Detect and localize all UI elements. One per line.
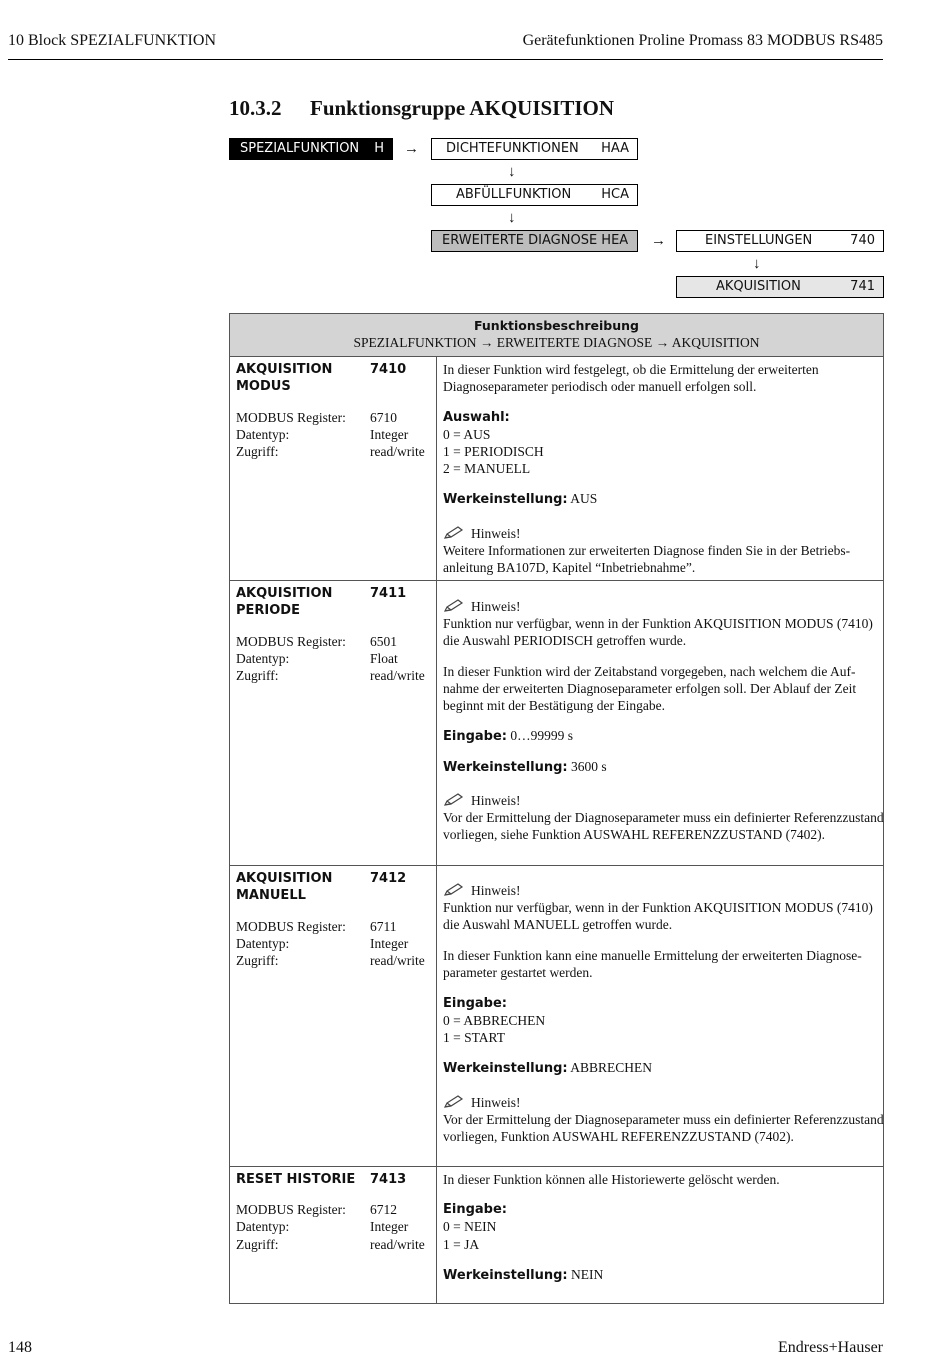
nav-label: ERWEITERTE DIAGNOSE HEA: [442, 233, 629, 248]
running-header-left: 10 Block SPEZIALFUNKTION: [8, 32, 216, 49]
note-label: Hinweis!: [471, 526, 521, 541]
function-name: RESET HISTORIE: [236, 1172, 356, 1187]
meta-value: Integer: [370, 1219, 409, 1234]
arrow-down-icon: ↓: [753, 256, 761, 272]
note-line: Weitere Informationen zur erweiterten Diagnose finden Sie in der Betriebs-: [443, 543, 851, 558]
meta-label: Datentyp:: [236, 1219, 290, 1234]
nav-box-einstellungen: [676, 230, 884, 252]
default-value: NEIN: [571, 1267, 604, 1282]
function-code: 7412: [370, 871, 407, 886]
meta-label: Zugriff:: [236, 1237, 279, 1252]
default-label: Werkeinstellung:: [443, 1061, 568, 1076]
function-name: AKQUISITION: [236, 586, 333, 601]
meta-value: Float: [370, 651, 398, 666]
note-heading: [443, 1094, 521, 1111]
meta-value: read/write: [370, 1237, 425, 1252]
meta-label: MODBUS Register:: [236, 1202, 346, 1217]
default-label: Werkeinstellung:: [443, 760, 568, 775]
pencil-note-icon: [443, 599, 465, 613]
nav-code: HCA: [601, 187, 629, 202]
note-label: Hinweis!: [471, 793, 521, 808]
meta-value: Integer: [370, 936, 409, 951]
description-line: In dieser Funktion kann eine manuelle Ermittelung der erweiterten Diagnose-: [443, 948, 862, 963]
option: 1 = PERIODISCH: [443, 444, 544, 459]
meta-label: MODBUS Register:: [236, 919, 346, 934]
option: 0 = NEIN: [443, 1219, 497, 1234]
nav-label: DICHTEFUNKTIONEN: [446, 141, 579, 156]
default-setting: [443, 1059, 652, 1077]
meta-value: read/write: [370, 444, 425, 459]
note-line: Funktion nur verfügbar, wenn in der Funktion AKQUISITION MODUS (7410): [443, 616, 873, 631]
option: 0 = AUS: [443, 427, 491, 442]
meta-label: Datentyp:: [236, 427, 290, 442]
meta-label: Zugriff:: [236, 668, 279, 683]
nav-code: H: [374, 141, 384, 156]
option: 1 = START: [443, 1030, 505, 1045]
function-name: PERIODE: [236, 603, 300, 618]
note-line: vorliegen, siehe Funktion AUSWAHL REFERENZZUSTAND (7402).: [443, 827, 826, 842]
nav-code: 741: [850, 279, 875, 294]
default-value: AUS: [570, 491, 598, 506]
note-heading: [443, 792, 521, 809]
description-line: nahme der erweiterten Diagnoseparameter erfolgen soll. Der Ablauf der Zeit: [443, 681, 857, 696]
column-divider: [436, 356, 437, 1303]
nav-box-erweiterte-diagnose: [431, 230, 638, 252]
note-label: Hinweis!: [471, 1095, 521, 1110]
description-line: parameter gestartet werden.: [443, 965, 593, 980]
meta-value: 6501: [370, 634, 397, 649]
note-line: vorliegen, Funktion AUSWAHL REFERENZZUSTAND (7402).: [443, 1129, 794, 1144]
meta-label: Datentyp:: [236, 651, 290, 666]
default-value: 3600 s: [571, 759, 607, 774]
meta-value: read/write: [370, 953, 425, 968]
header-rule: [8, 59, 883, 60]
table-title: Funktionsbeschreibung: [473, 318, 639, 333]
description-line: Diagnoseparameter periodisch oder manuell erfolgen soll.: [443, 379, 757, 394]
function-name: MANUELL: [236, 888, 306, 903]
note-line: Vor der Ermittelung der Diagnoseparameter muss ein definierter Referenzzustand: [443, 810, 884, 825]
meta-label: Datentyp:: [236, 936, 290, 951]
pencil-note-icon: [443, 793, 465, 807]
function-name: MODUS: [236, 379, 291, 394]
row-separator: [230, 580, 883, 581]
nav-label: ABFÜLLFUNKTION: [456, 187, 572, 202]
brand-name: Endress+Hauser: [778, 1339, 883, 1356]
meta-value: read/write: [370, 668, 425, 683]
default-setting: [443, 758, 607, 776]
function-code: 7411: [370, 586, 407, 601]
arrow-down-icon: ↓: [508, 164, 516, 180]
note-line: anleitung BA107D, Kapitel “Inbetriebnahme”.: [443, 560, 696, 575]
note-label: Hinweis!: [471, 883, 521, 898]
running-header-right: Gerätefunktionen Proline Promass 83 MODBUS RS485: [522, 32, 883, 49]
nav-box-akquisition: [676, 276, 884, 298]
meta-label: MODBUS Register:: [236, 634, 346, 649]
function-table: [229, 313, 884, 1304]
default-setting: [443, 490, 597, 508]
input-setting: [443, 727, 573, 745]
nav-label: AKQUISITION: [716, 279, 801, 294]
option: 1 = JA: [443, 1237, 480, 1252]
nav-label: SPEZIALFUNKTION: [240, 141, 360, 156]
arrow-right-icon: →: [651, 233, 666, 249]
note-heading: [443, 598, 521, 615]
arrow-right-icon: →: [404, 141, 419, 157]
default-label: Werkeinstellung:: [443, 492, 568, 507]
input-value: 0…99999 s: [510, 728, 574, 743]
row-separator: [230, 1166, 883, 1167]
description-line: beginnt mit der Bestätigung der Eingabe.: [443, 698, 665, 713]
option: 2 = MANUELL: [443, 461, 531, 476]
function-name: AKQUISITION: [236, 871, 333, 886]
nav-label: EINSTELLUNGEN: [705, 233, 813, 248]
default-label: Werkeinstellung:: [443, 1268, 568, 1283]
description-line: In dieser Funktion wird festgelegt, ob die Ermittelung der erweiterten: [443, 362, 819, 377]
note-label: Hinweis!: [471, 599, 521, 614]
note-heading: [443, 882, 521, 899]
function-name: AKQUISITION: [236, 362, 333, 377]
note-line: Funktion nur verfügbar, wenn in der Funktion AKQUISITION MODUS (7410): [443, 900, 873, 915]
input-label: Eingabe:: [443, 1202, 507, 1217]
nav-box-abfuellfunktion: [431, 184, 638, 206]
section-number: 10.3.2: [229, 96, 282, 120]
meta-value: Integer: [370, 427, 409, 442]
meta-label: Zugriff:: [236, 444, 279, 459]
default-value: ABBRECHEN: [570, 1060, 653, 1075]
input-label: Eingabe:: [443, 729, 507, 744]
option: 0 = ABBRECHEN: [443, 1013, 546, 1028]
arrow-down-icon: ↓: [508, 210, 516, 226]
function-code: 7413: [370, 1172, 407, 1187]
note-line: Vor der Ermittelung der Diagnoseparameter muss ein definierter Referenzzustand: [443, 1112, 884, 1127]
auswahl-label: Auswahl:: [443, 410, 510, 425]
pencil-note-icon: [443, 883, 465, 897]
page-number: 148: [8, 1339, 32, 1356]
pencil-note-icon: [443, 526, 465, 540]
meta-label: Zugriff:: [236, 953, 279, 968]
meta-value: 6710: [370, 410, 397, 425]
nav-box-dichtefunktionen: [431, 138, 638, 160]
table-header: [230, 314, 883, 357]
nav-code: 740: [850, 233, 875, 248]
pencil-note-icon: [443, 1095, 465, 1109]
input-label: Eingabe:: [443, 996, 507, 1011]
table-path: SPEZIALFUNKTION → ERWEITERTE DIAGNOSE → AKQUISITION: [353, 335, 760, 350]
note-heading: [443, 525, 521, 542]
nav-box-spezialfunktion: [229, 138, 393, 160]
section-title: Funktionsgruppe AKQUISITION: [310, 96, 615, 120]
note-line: die Auswahl MANUELL getroffen wurde.: [443, 917, 673, 932]
description-line: In dieser Funktion können alle Historiewerte gelöscht werden.: [443, 1172, 780, 1187]
meta-value: 6712: [370, 1202, 397, 1217]
function-code: 7410: [370, 362, 407, 377]
meta-label: MODBUS Register:: [236, 410, 346, 425]
note-line: die Auswahl PERIODISCH getroffen wurde.: [443, 633, 687, 648]
row-separator: [230, 865, 883, 866]
description-line: In dieser Funktion wird der Zeitabstand vorgegeben, nach welchem die Auf-: [443, 664, 856, 679]
meta-value: 6711: [370, 919, 397, 934]
default-setting: [443, 1266, 603, 1284]
nav-code: HAA: [601, 141, 629, 156]
